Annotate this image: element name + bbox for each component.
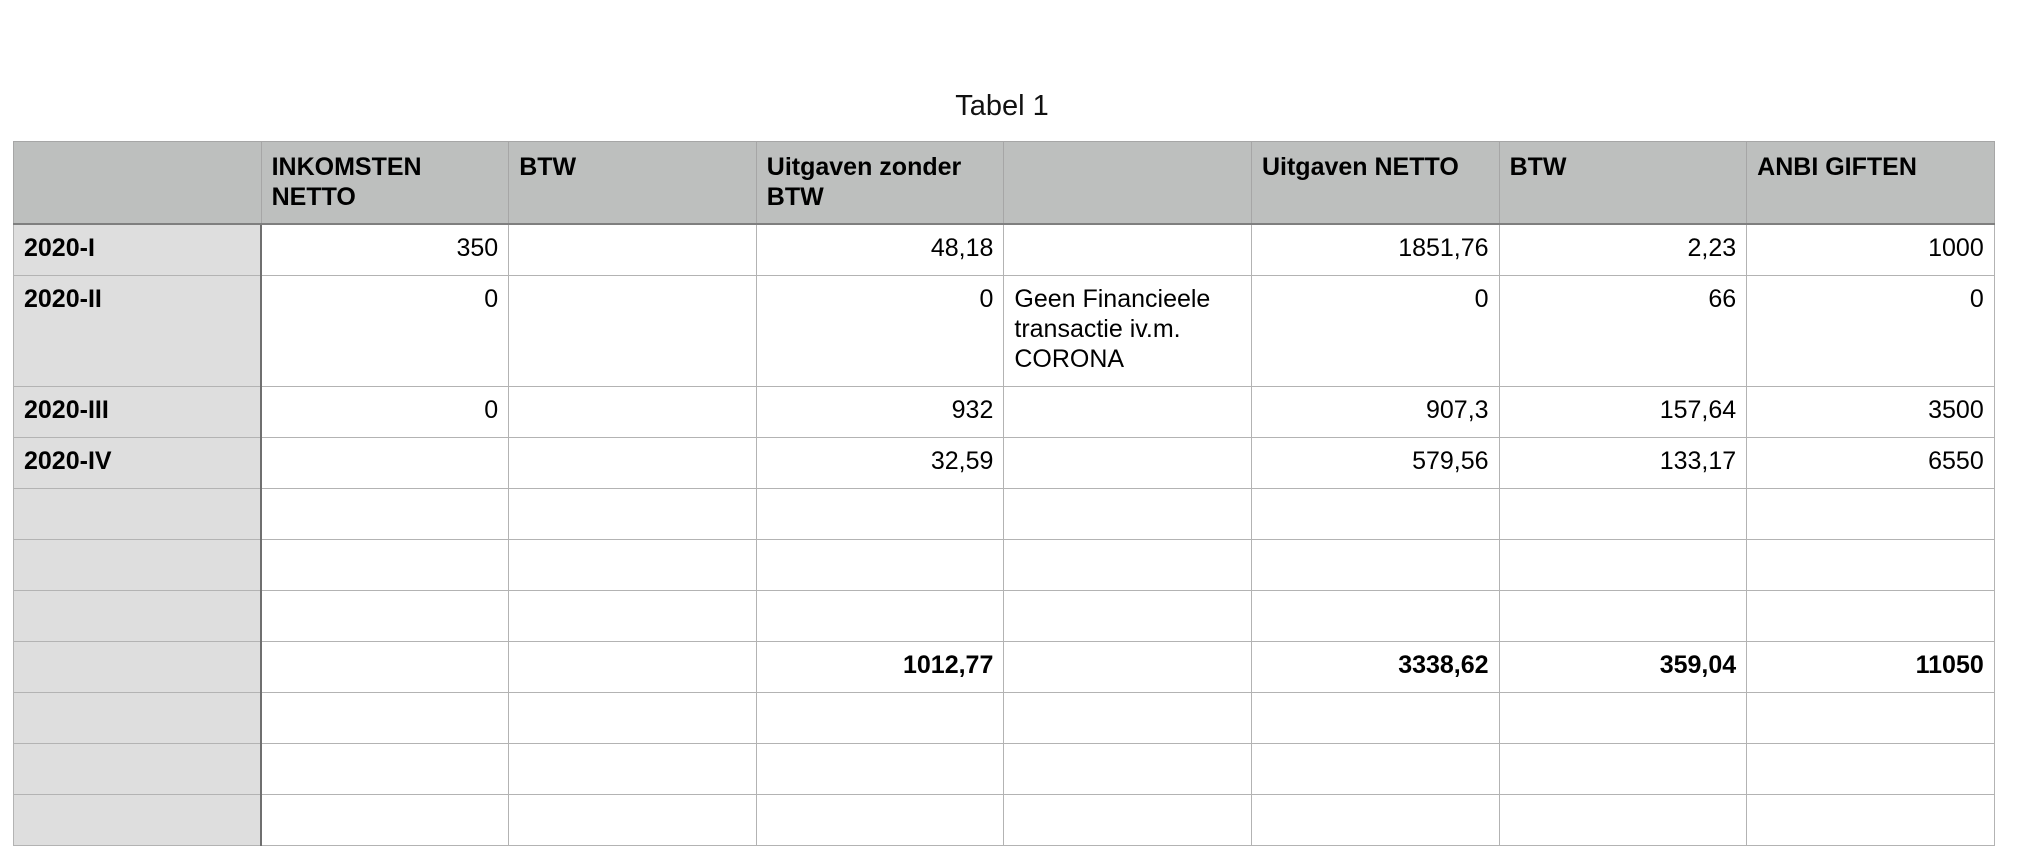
table-cell[interactable] (1004, 795, 1252, 846)
table-cell[interactable]: 6550 (1747, 438, 1995, 489)
table-cell[interactable] (1499, 795, 1747, 846)
row-header-cell[interactable]: 2020-II (14, 276, 262, 387)
row-header-cell[interactable]: 2020-III (14, 387, 262, 438)
table-cell[interactable] (1004, 489, 1252, 540)
table-cell[interactable] (1004, 224, 1252, 276)
table-cell[interactable]: 1851,76 (1251, 224, 1499, 276)
table-cell[interactable]: 157,64 (1499, 387, 1747, 438)
table-cell[interactable]: 350 (261, 224, 509, 276)
table-cell[interactable] (509, 276, 757, 387)
table-cell[interactable] (756, 693, 1004, 744)
table-cell[interactable] (1251, 540, 1499, 591)
header-cell[interactable]: BTW (1499, 142, 1747, 225)
table-cell[interactable]: 0 (1747, 276, 1995, 387)
table-cell[interactable] (509, 795, 757, 846)
table-cell[interactable]: 579,56 (1251, 438, 1499, 489)
table-cell[interactable]: 48,18 (756, 224, 1004, 276)
table-cell[interactable] (1747, 540, 1995, 591)
table-cell[interactable] (261, 591, 509, 642)
note-cell[interactable]: Geen Financieele transactie iv.m. CORONA (1004, 276, 1252, 387)
table-cell[interactable] (756, 540, 1004, 591)
table-cell[interactable] (1499, 489, 1747, 540)
table-cell[interactable] (756, 795, 1004, 846)
table-cell[interactable]: 32,59 (756, 438, 1004, 489)
table-cell[interactable] (1747, 744, 1995, 795)
table-cell[interactable] (1004, 642, 1252, 693)
spreadsheet-table (13, 141, 1995, 846)
table-cell[interactable] (1004, 693, 1252, 744)
table-row (14, 795, 1995, 846)
table-row (14, 224, 1995, 276)
table-title: Tabel 1 (955, 90, 1049, 122)
table-cell[interactable] (261, 438, 509, 489)
table-cell[interactable] (509, 693, 757, 744)
table-row (14, 387, 1995, 438)
total-cell[interactable]: 359,04 (1499, 642, 1747, 693)
table-cell[interactable] (756, 744, 1004, 795)
table-cell[interactable]: 66 (1499, 276, 1747, 387)
table-cell[interactable] (1004, 387, 1252, 438)
header-cell[interactable]: BTW (509, 142, 757, 225)
table-cell[interactable]: 907,3 (1251, 387, 1499, 438)
table-cell[interactable] (1747, 693, 1995, 744)
table-cell[interactable] (509, 540, 757, 591)
totals-row (14, 642, 1995, 693)
total-cell[interactable]: 11050 (1747, 642, 1995, 693)
table-cell[interactable] (1251, 693, 1499, 744)
table-cell[interactable] (1499, 540, 1747, 591)
table-cell[interactable] (1004, 591, 1252, 642)
row-header-cell[interactable] (14, 795, 262, 846)
table-cell[interactable] (509, 438, 757, 489)
row-header-cell[interactable] (14, 591, 262, 642)
header-cell[interactable]: INKOMSTEN NETTO (261, 142, 509, 225)
table-cell[interactable] (1251, 795, 1499, 846)
header-cell[interactable]: Uitgaven zonder BTW (756, 142, 1004, 225)
table-cell[interactable]: 0 (756, 276, 1004, 387)
table-cell[interactable] (1004, 540, 1252, 591)
spreadsheet-table-container (13, 141, 1995, 846)
row-header-cell[interactable]: 2020-IV (14, 438, 262, 489)
table-row (14, 693, 1995, 744)
table-row (14, 540, 1995, 591)
header-cell[interactable] (1004, 142, 1252, 225)
table-cell[interactable] (261, 642, 509, 693)
table-cell[interactable] (756, 591, 1004, 642)
table-cell[interactable]: 932 (756, 387, 1004, 438)
table-cell[interactable]: 0 (1251, 276, 1499, 387)
table-cell[interactable]: 0 (261, 387, 509, 438)
header-row (14, 142, 1995, 225)
table-cell[interactable] (1747, 591, 1995, 642)
row-header-cell[interactable] (14, 693, 262, 744)
header-cell[interactable]: Uitgaven NETTO (1251, 142, 1499, 225)
table-cell[interactable] (1251, 489, 1499, 540)
table-row (14, 744, 1995, 795)
table-cell[interactable] (261, 540, 509, 591)
table-row (14, 591, 1995, 642)
table-cell[interactable] (509, 744, 757, 795)
row-header-cell[interactable] (14, 642, 262, 693)
table-cell[interactable] (509, 224, 757, 276)
table-cell[interactable] (509, 387, 757, 438)
table-cell[interactable] (1004, 744, 1252, 795)
table-cell[interactable] (1499, 693, 1747, 744)
table-row (14, 438, 1995, 489)
table-cell[interactable] (1499, 591, 1747, 642)
table-cell[interactable]: 3500 (1747, 387, 1995, 438)
table-cell[interactable] (509, 489, 757, 540)
table-cell[interactable] (509, 591, 757, 642)
table-cell[interactable]: 133,17 (1499, 438, 1747, 489)
table-cell[interactable]: 2,23 (1499, 224, 1747, 276)
table-row (14, 276, 1995, 387)
table-cell[interactable] (509, 642, 757, 693)
table-cell[interactable] (1251, 744, 1499, 795)
table-cell[interactable] (261, 489, 509, 540)
table-cell[interactable] (1499, 744, 1747, 795)
row-header-cell[interactable] (14, 489, 262, 540)
table-row (14, 489, 1995, 540)
table-cell[interactable]: 1000 (1747, 224, 1995, 276)
total-cell[interactable]: 3338,62 (1251, 642, 1499, 693)
table-cell[interactable]: 0 (261, 276, 509, 387)
table-cell[interactable] (1251, 591, 1499, 642)
row-header-cell[interactable] (14, 540, 262, 591)
table-cell[interactable] (1004, 438, 1252, 489)
header-cell[interactable]: ANBI GIFTEN (1747, 142, 1995, 225)
table-cell[interactable] (1747, 489, 1995, 540)
table-cell[interactable] (261, 744, 509, 795)
table-cell[interactable] (756, 489, 1004, 540)
header-cell[interactable] (14, 142, 262, 225)
table-cell[interactable] (261, 693, 509, 744)
total-cell[interactable]: 1012,77 (756, 642, 1004, 693)
table-cell[interactable] (1747, 795, 1995, 846)
row-header-cell[interactable]: 2020-I (14, 224, 262, 276)
row-header-cell[interactable] (14, 744, 262, 795)
table-cell[interactable] (261, 795, 509, 846)
